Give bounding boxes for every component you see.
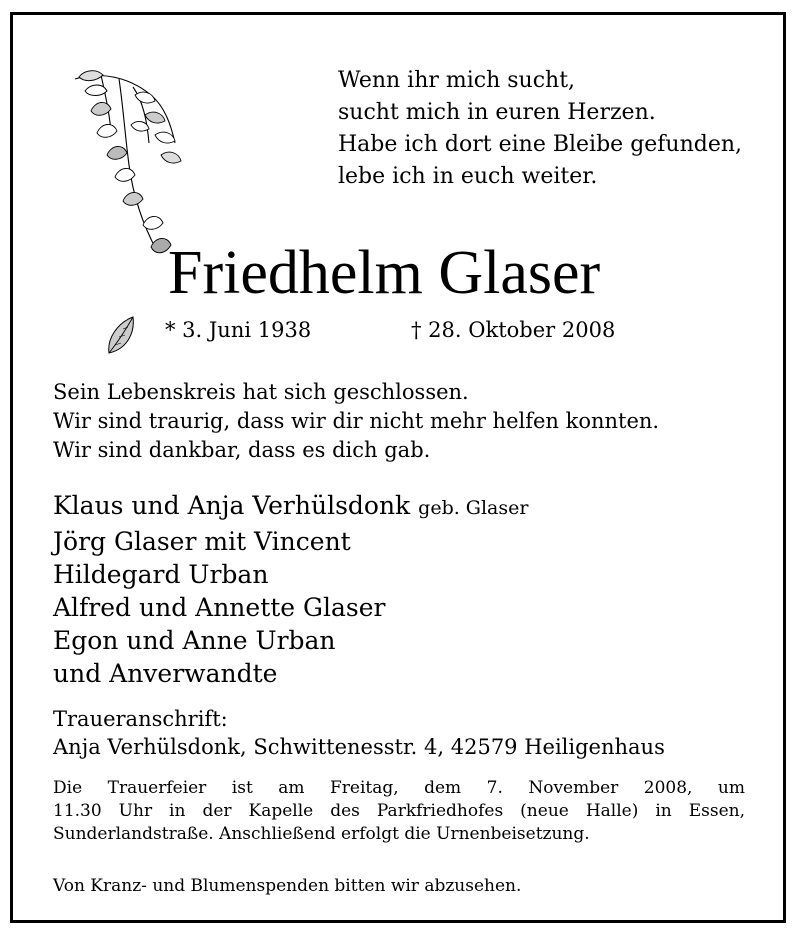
ceremony-info	[53, 777, 745, 846]
poem-line: lebe ich in euch weiter.	[338, 164, 598, 189]
poem	[338, 65, 742, 193]
poem-line: sucht mich in euren Herzen.	[338, 100, 656, 125]
mourning-address	[53, 705, 665, 761]
mourner-entry: und Anverwandte	[53, 659, 278, 688]
deceased-name: Friedhelm Glaser	[168, 239, 601, 307]
mourner-name: Klaus und Anja Verhülsdonk	[53, 491, 411, 520]
statement-line: Wir sind dankbar, dass es dich gab.	[53, 438, 431, 462]
falling-leaf-icon	[103, 313, 139, 359]
flowers-note: Von Kranz- und Blumenspenden bitten wir abzusehen.	[53, 876, 522, 896]
mourner-entry	[53, 489, 528, 525]
address-value: Anja Verhülsdonk, Schwittenesstr. 4, 42579 Heiligenhaus	[53, 735, 665, 759]
mourner-entry: Alfred und Annette Glaser	[53, 593, 386, 622]
ceremony-line: Sunderlandstraße. Anschließend erfolgt die Urnenbeisetzung.	[53, 824, 590, 844]
mourner-entry: Hildegard Urban	[53, 560, 269, 589]
mourners-list	[53, 489, 528, 690]
ceremony-line: Die Trauerfeier ist am Freitag, dem 7. November 2008, um	[53, 778, 745, 798]
mourner-entry: Jörg Glaser mit Vincent	[53, 527, 351, 556]
poem-line: Habe ich dort eine Bleibe gefunden,	[338, 132, 743, 157]
poem-line: Wenn ihr mich sucht,	[338, 68, 576, 93]
statement-line: Sein Lebenskreis hat sich geschlossen.	[53, 380, 469, 404]
address-label: Traueranschrift:	[53, 707, 228, 731]
birth-date: * 3. Juni 1938	[165, 318, 312, 342]
ceremony-line: 11.30 Uhr in der Kapelle des Parkfriedhofes (neue Halle) in Essen,	[53, 801, 745, 821]
obituary-frame	[10, 12, 786, 923]
mourner-entry: Egon und Anne Urban	[53, 626, 336, 655]
death-date: † 28. Oktober 2008	[411, 318, 616, 342]
maiden-name-note: geb. Glaser	[418, 497, 529, 519]
statement	[53, 378, 659, 465]
statement-line: Wir sind traurig, dass wir dir nicht mehr helfen konnten.	[53, 409, 660, 433]
